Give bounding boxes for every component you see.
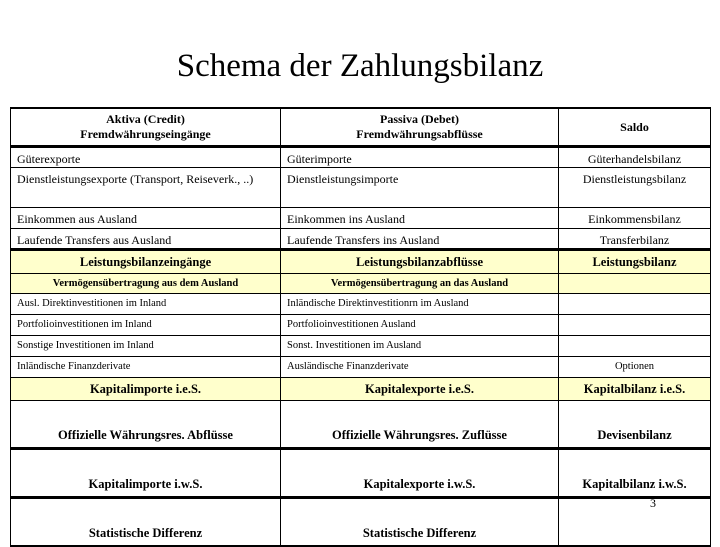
header-text: Fremdwährungsabflüsse	[356, 127, 483, 141]
cell: Statistische Differenz	[281, 498, 559, 547]
cell: Ausl. Direktinvestitionen im Inland	[11, 294, 281, 315]
table-row	[11, 498, 711, 547]
table-row	[11, 294, 711, 315]
cell: Vermögensübertragung aus dem Ausland	[11, 274, 281, 294]
cell: Leistungsbilanz	[559, 250, 711, 274]
cell: Güterimporte	[281, 147, 559, 168]
cell: Transferbilanz	[559, 229, 711, 250]
table-row	[11, 168, 711, 208]
cell: Laufende Transfers aus Ausland	[11, 229, 281, 250]
table-row-highlight	[11, 250, 711, 274]
table-row-highlight	[11, 378, 711, 401]
header-aktiva	[11, 108, 281, 147]
cell: Leistungsbilanzeingänge	[11, 250, 281, 274]
slide-title: Schema der Zahlungsbilanz	[176, 48, 544, 84]
table-header	[11, 108, 711, 147]
cell: Kapitalimporte i.e.S.	[11, 378, 281, 401]
cell: Sonst. Investitionen im Ausland	[281, 336, 559, 357]
cell: Offizielle Währungsres. Abflüsse	[11, 401, 281, 449]
cell: Sonstige Investitionen im Inland	[11, 336, 281, 357]
cell	[559, 315, 711, 336]
cell: Dienstleistungsexporte (Transport, Reiseverk., ..)	[11, 168, 281, 208]
cell: Kapitalimporte i.w.S.	[11, 449, 281, 498]
cell: Dienstleistungsbilanz	[559, 168, 711, 208]
cell	[559, 498, 711, 547]
cell: Ausländische Finanzderivate	[281, 357, 559, 378]
balance-of-payments-table	[10, 107, 711, 547]
cell: Einkommensbilanz	[559, 208, 711, 229]
cell: Statistische Differenz	[11, 498, 281, 547]
table-row	[11, 229, 711, 250]
cell: Dienstleistungsimporte	[281, 168, 559, 208]
cell: Kapitalexporte i.w.S.	[281, 449, 559, 498]
cell: Inländische Finanzderivate	[11, 357, 281, 378]
cell: Einkommen aus Ausland	[11, 208, 281, 229]
cell: Optionen	[559, 357, 711, 378]
cell: Laufende Transfers ins Ausland	[281, 229, 559, 250]
cell	[559, 336, 711, 357]
table-row-highlight	[11, 274, 711, 294]
cell: Güterhandelsbilanz	[559, 147, 711, 168]
cell: Güterexporte	[11, 147, 281, 168]
cell: Devisenbilanz	[559, 401, 711, 449]
header-text: Fremdwährungseingänge	[80, 127, 211, 141]
table-row	[11, 401, 711, 449]
cell: Leistungsbilanzabflüsse	[281, 250, 559, 274]
table-row	[11, 147, 711, 168]
header-passiva	[281, 108, 559, 147]
cell: Vermögensübertragung an das Ausland	[281, 274, 559, 294]
cell: Offizielle Währungsres. Zuflüsse	[281, 401, 559, 449]
cell: Einkommen ins Ausland	[281, 208, 559, 229]
header-text: Passiva (Debet)	[380, 112, 459, 126]
table-row	[11, 449, 711, 498]
cell	[559, 294, 711, 315]
cell: Kapitalbilanz i.w.S.	[559, 449, 711, 498]
header-saldo: Saldo	[559, 108, 711, 147]
page-number: 3	[650, 496, 656, 510]
table-row	[11, 208, 711, 229]
cell: Kapitalexporte i.e.S.	[281, 378, 559, 401]
cell: Portfolioinvestitionen Ausland	[281, 315, 559, 336]
table-row	[11, 315, 711, 336]
cell: Portfolioinvestitionen im Inland	[11, 315, 281, 336]
cell: Kapitalbilanz i.e.S.	[559, 378, 711, 401]
cell	[559, 274, 711, 294]
header-text: Aktiva (Credit)	[106, 112, 185, 126]
cell: Inländische Direktinvestitionrn im Ausland	[281, 294, 559, 315]
table-row	[11, 357, 711, 378]
table-row	[11, 336, 711, 357]
